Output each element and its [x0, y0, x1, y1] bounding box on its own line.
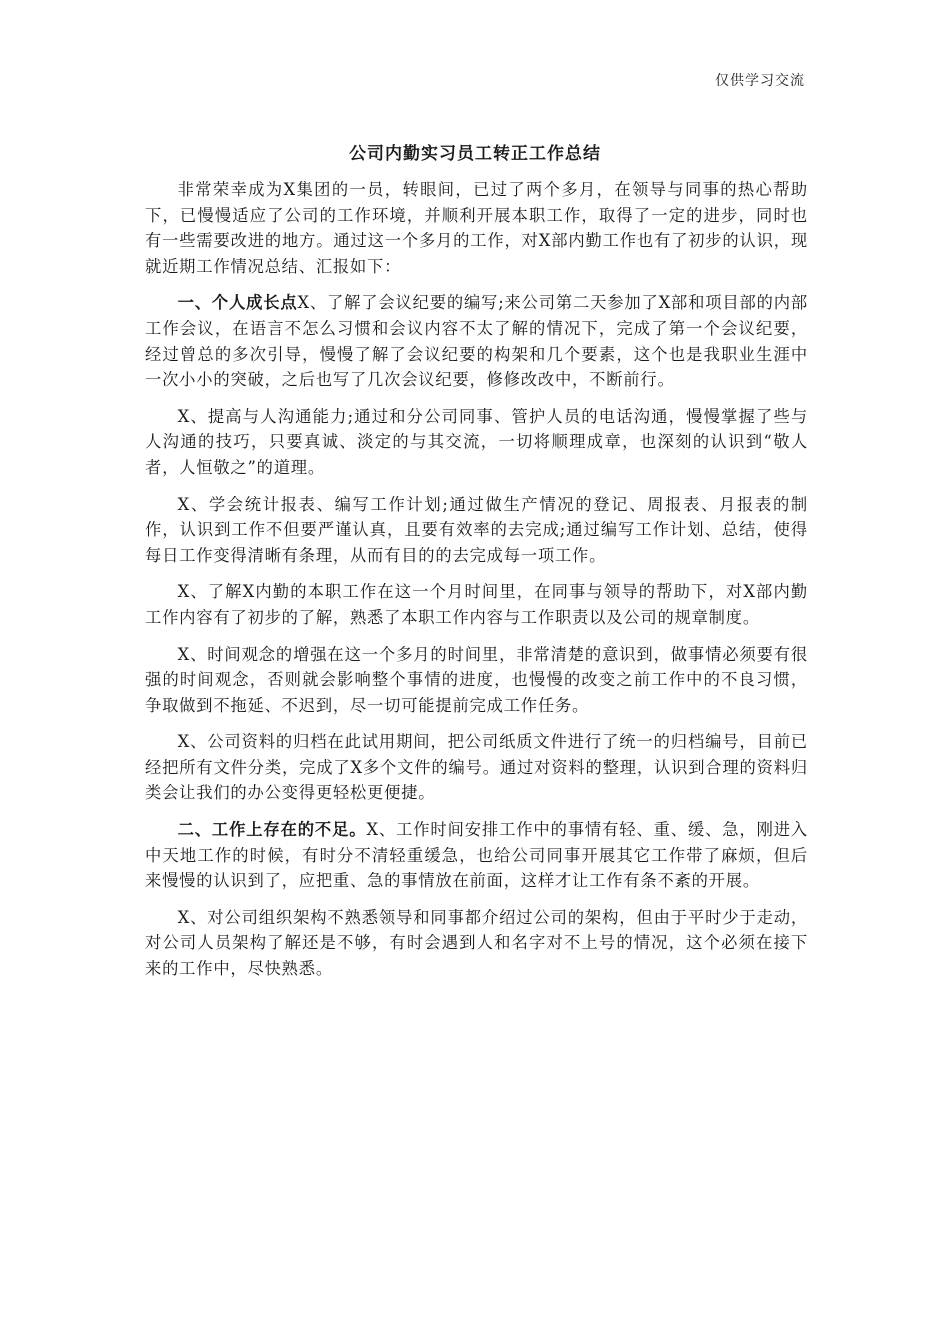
document-title: 公司内勤实习员工转正工作总结 [349, 144, 601, 164]
watermark-text: 仅供学习交流 [715, 73, 805, 89]
paragraph-intro: 非常荣幸成为X集团的一员，转眼间，已过了两个多月，在领导与同事的热心帮助下，已慢慢适应了公司的工作环境，并顺利开展本职工作，取得了一定的进步，同时也有一些需要改进的地方。通过这一个多月的工作，对X部内勤工作也有了初步的认识，现就近期工作情况总结、汇报如下： [145, 180, 808, 276]
paragraph-growth-meeting-minutes: 一、个人成长点X、了解了会议纪要的编写;来公司第二天参加了X部和项目部的内部工作会议，在语言不怎么习惯和会议内容不太了解的情况下，完成了第一个会议纪要，经过曾总的多次引导，慢慢了解了会议纪要的构架和几个要素，这个也是我职业生涯中一次小小的突破，之后也写了几次会议纪要，修修改改中，不断前行。 [145, 293, 808, 390]
paragraph-growth-reports: X、学会统计报表、编写工作计划;通过做生产情况的登记、周报表、月报表的制作，认识到工作不但要严谨认真，且要有效率的去完成;通过编写工作计划、总结，使得每日工作变得清晰有条理，从而有目的的去完成每一项工作。 [145, 494, 808, 565]
paragraph-growth-communication: X、提高与人沟通能力;通过和分公司同事、管护人员的电话沟通，慢慢掌握了些与人沟通的技巧，只要真诚、淡定的与其交流，一切将顺理成章，也深刻的认识到“敬人者，人恒敬之”的道理。 [145, 406, 808, 477]
paragraph-growth-archiving: X、公司资料的归档在此试用期间，把公司纸质文件进行了统一的归档编号，目前已经把所有文件分类，完成了X多个文件的编号。通过对资料的整理，认识到合理的资料归类会让我们的办公变得更轻松更便捷。 [145, 732, 808, 803]
section-heading-growth: 一、个人成长点 [177, 293, 298, 313]
document-body [145, 177, 808, 993]
paragraph-shortcoming-scheduling: 二、工作上存在的不足。X、工作时间安排工作中的事情有轻、重、缓、急，刚进入中天地工作的时候，有时分不清轻重缓急，也给公司同事开展其它工作带了麻烦，但后来慢慢的认识到了，应把重、急的事情放在前面，这样才让工作有条不紊的开展。 [145, 820, 808, 891]
paragraph-shortcoming-structure: X、对公司组织架构不熟悉领导和同事都介绍过公司的架构，但由于平时少于走动，对公司人员架构了解还是不够，有时会遇到人和名字对不上号的情况，这个必须在接下来的工作中，尽快熟悉。 [145, 907, 808, 979]
section-heading-shortcomings: 二、工作上存在的不足。 [177, 820, 367, 840]
paragraph-growth-time: X、时间观念的增强在这一个多月的时间里，非常清楚的意识到，做事情必须要有很强的时间观念，否则就会影响整个事情的进度，也慢慢的改变之前工作中的不良习惯，争取做到不拖延、不迟到，尽一切可能提前完成工作任务。 [145, 644, 808, 715]
paragraph-growth-duties: X、了解X内勤的本职工作在这一个月时间里，在同事与领导的帮助下，对X部内勤工作内容有了初步的了解，熟悉了本职工作内容与工作职责以及公司的规章制度。 [145, 582, 808, 627]
